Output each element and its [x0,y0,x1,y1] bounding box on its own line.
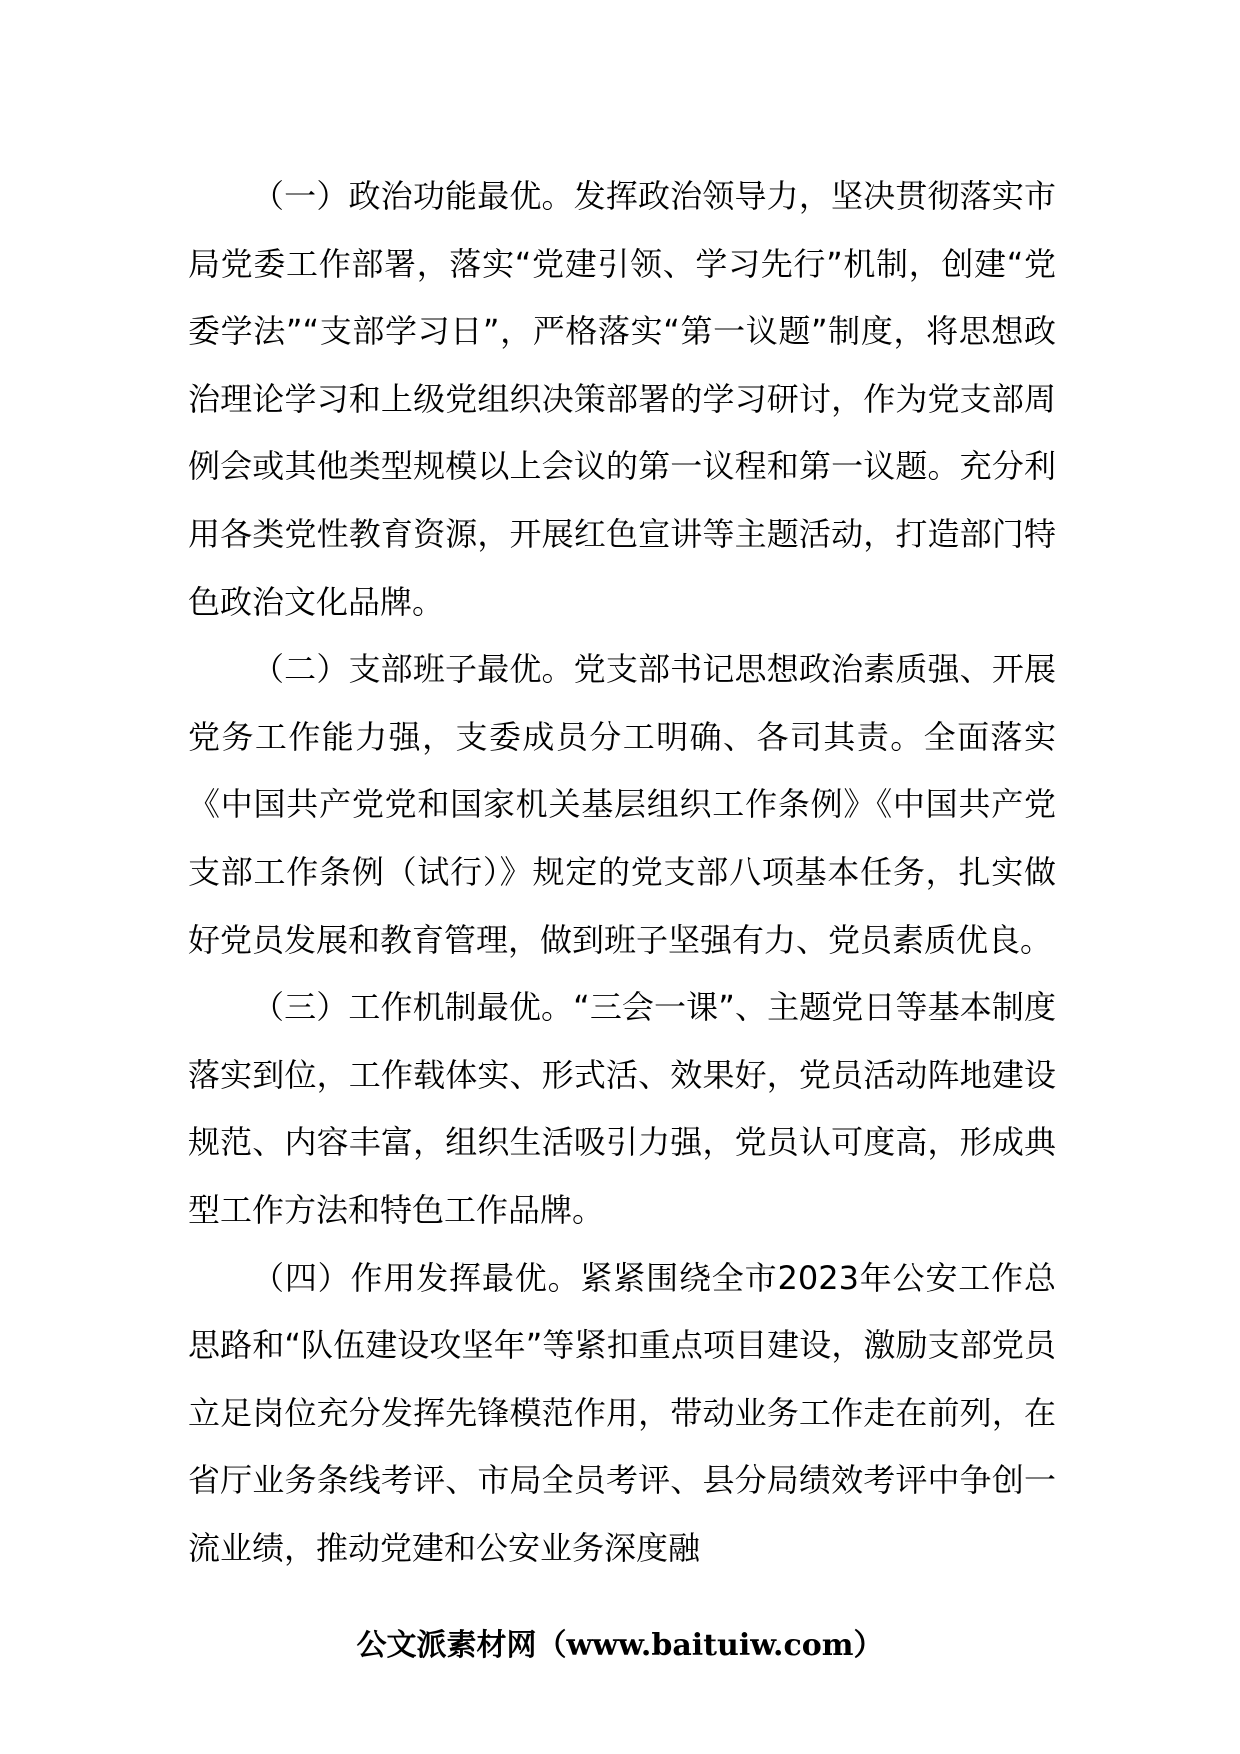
paragraph-political-function: （一）政治功能最优。发挥政治领导力，坚决贯彻落实市局党委工作部署，落实“党建引领、学习先行”机制，创建“党委学法”“支部学习日”，严格落实“第一议题”制度，将思想政治理论学习和上级党组织决策部署的学习研讨，作为党支部周例会或其他类型规模以上会议的第一议程和第一议题。充分利用各类党性教育资源，开展红色宣讲等主题活动，打造部门特色政治文化品牌。 [188,177,1056,621]
paragraph-role-performance: （四）作用发挥最优。紧紧围绕全市2023年公安工作总思路和“队伍建设攻坚年”等紧扣重点项目建设，激励支部党员立足岗位充分发挥先锋模范作用，带动业务工作走在前列，在省厅业务条线考评、市局全员考评、县分局绩效考评中争创一流业绩，推动党建和公安业务深度融 [188,1258,1056,1567]
document-body [188,163,1056,1582]
paragraph-branch-team: （二）支部班子最优。党支部书记思想政治素质强、开展党务工作能力强，支委成员分工明确、各司其责。全面落实《中国共产党党和国家机关基层组织工作条例》《中国共产党支部工作条例（试行）》规定的党支部八项基本任务，扎实做好党员发展和教育管理，做到班子坚强有力、党员素质优良。 [188,650,1056,959]
watermark-footer: 公文派素材网（www.baituiw.com） [356,1628,884,1663]
paragraph-work-mechanism: （三）工作机制最优。“三会一课”、主题党日等基本制度落实到位，工作载体实、形式活、效果好，党员活动阵地建设规范、内容丰富，组织生活吸引力强，党员认可度高，形成典型工作方法和特色工作品牌。 [188,988,1056,1229]
